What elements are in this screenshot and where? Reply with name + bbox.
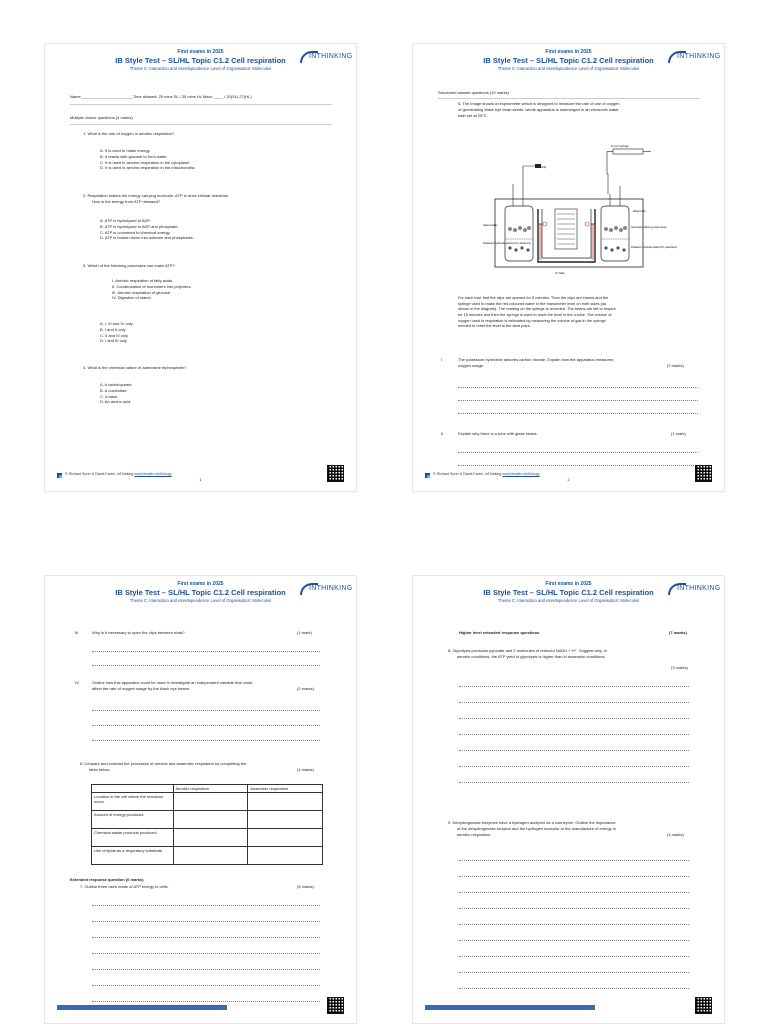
page-footer (413, 1003, 724, 1023)
qr-code (327, 997, 344, 1014)
test-title: IB Style Test – SL/HL Topic C1.2 Cell respiration (115, 588, 286, 597)
first-exams-label: First exams in 2025 (545, 581, 592, 587)
svg-text:Clip: Clip (541, 165, 547, 169)
page-number: 1 (199, 478, 202, 482)
test-title: IB Style Test – SL/HL Topic C1.2 Cell respiration (115, 56, 286, 65)
q3-statements: I. Aerobic respiration of fatty acids. II. Condensation of monomers into polymers. III. Aerobic respiration of glucose. IV. Digestion of starch. (112, 278, 192, 301)
qr-code (695, 465, 712, 482)
q9-marks: (4 marks) (667, 832, 684, 837)
page-1 (45, 44, 356, 491)
qiii-number: III. (75, 630, 80, 635)
footer-credit: © Richard Surer & David Faure, InThinking www.thinkib.net/biology (65, 472, 172, 476)
table-row: Amount of energy produced. (92, 811, 323, 829)
q3-stem: 3. Which of the following processes can make ATP? (83, 263, 175, 268)
name-line: Name _______________________Time allowed: 25 mins SL / 35 mins HL Mark: ____ / 20(SL) 27(HL) (70, 94, 252, 99)
inthinking-logo: INTHINKING (668, 50, 718, 64)
theme-subtitle: Theme C: Interaction and interdependence Level of Organisation: Molecules (129, 66, 272, 71)
q5-intro: 5. The image shows a respirometer which is designed to measure the rate of use of oxygen of germinating black eye bean seeds. whole apparatus is submerged in an electronic water bath set at 25°C. (458, 101, 620, 118)
q8-marks: (3 marks) (671, 665, 688, 670)
inthinking-logo: INTHINKING (300, 582, 350, 596)
q6-marks: (4 marks) (297, 767, 314, 772)
first-exams-label: First exams in 2025 (177, 49, 224, 55)
q4-options: A. A carbohydrate. B. A nucleotide. C. A base. D. An amino acid. (100, 382, 133, 405)
table-row: Chemical waste products produced. (92, 829, 323, 847)
qiv-number: IV. (75, 680, 80, 685)
first-exams-label: First exams in 2025 (545, 49, 592, 55)
table-header-row: Aerobic respiration Anaerobic respiration (92, 785, 323, 793)
qiii-text: Why is it necessary to open the clips between trials? (92, 630, 185, 635)
qiv-marks: (2 marks) (297, 686, 314, 691)
page-number: 2 (567, 478, 570, 482)
svg-text:Potassium hydroxide pellets (C: Potassium hydroxide pellets (CO₂ absorbent) (631, 247, 677, 249)
first-exams-label: First exams in 2025 (177, 581, 224, 587)
page-4 (413, 576, 724, 1023)
footer-link[interactable]: www.thinkib.net/biology (502, 472, 540, 476)
svg-text:Germinating black eye bean see: Germinating black eye bean seeds (631, 227, 667, 229)
theme-subtitle: Theme C: Interaction and interdependence Level of Organisation: Molecules (129, 598, 272, 603)
q7-text: 7. Outline three uses made of ATP energy in cells. (80, 884, 169, 889)
qi-marks: (2 marks) (667, 363, 684, 368)
footer-link[interactable]: www.thinkib.net/biology (134, 472, 172, 476)
page-footer (45, 1003, 356, 1023)
q2-stem: 2. Respiration makes the energy carrying molecule, ATP to drive cellular reactions. How is the energy from ATP released? (83, 193, 229, 204)
svg-text:Water bath: Water bath (633, 210, 646, 213)
q1-stem: 1. What is the role of oxygen in aerobic respiration? (83, 131, 175, 136)
footer-credit: © Richard Surer & David Faure, InThinking www.thinkib.net/biology (433, 472, 540, 476)
q4-stem: 4. What is the chemical nature of adenosine triphosphate? (83, 365, 187, 370)
page-3 (45, 576, 356, 1023)
qii-number: II. (441, 431, 445, 436)
q6-text: 6 Compare and contrast the processes of aerobic and anaerobic respiration by completing the table below: (80, 761, 247, 772)
table-row: Use of lipids as a respiratory substrate. (92, 847, 323, 865)
q7-marks: (6 marks) (297, 884, 314, 889)
table-row: Location in the cell where the reactions occur. (92, 793, 323, 811)
test-title: IB Style Test – SL/HL Topic C1.2 Cell respiration (483, 588, 654, 597)
qr-code (695, 997, 712, 1014)
q8-text: 8. Glycolysis produces pyruvate and 2 molecules of reduced NADH + H⁺. Suggest why, in aerobic conditions, the ATP yield of glycolysis is higher than in anaerobic conditions. (448, 648, 607, 659)
svg-text:U-Tube: U-Tube (555, 271, 565, 275)
qr-code (327, 465, 344, 482)
respirometer-diagram (483, 144, 677, 299)
hl-heading: Higher level extended response questions. (459, 630, 541, 635)
qiii-marks: (1 mark) (297, 630, 312, 635)
q3-options: A. I, III and IV only B. I and II only C. II and III only D. I and III only (100, 321, 133, 344)
q1-options: A. It is used to make energy. B. It reacts with glucose to form water. C. It is used in aerobic respiration in the cytoplasm. D. It is used in aerobic respiration in the mitochondria. (100, 148, 196, 171)
test-title: IB Style Test – SL/HL Topic C1.2 Cell respiration (483, 56, 654, 65)
trial-description: For each trial, first the clips are opened for 5 minutes. Then the clips are closed and the syringe used to make the red coloured water in the manometer level on both sides (as shown in the diagram). The reading on the syringe is recorded. The beans are left to respire for 15 minutes and then the syringe is used to reset the level in the u-tube. The volume of oxygen used in respiration is estimated by measuring the volume of gas in the syringe needed to reset the level to the start point. (458, 295, 616, 329)
qii-text: Explain why there is a tube with glass beads. (458, 431, 538, 436)
structured-heading: Structured answer questions (10 marks) (438, 90, 509, 95)
comparison-table (91, 784, 323, 865)
qii-marks: (1 mark) (671, 431, 686, 436)
q9-text: 9. Dehydrogenase enzymes have a hydrogen acceptor as a coenzyme. Outline the importance of the dehydrogenase enzyme and the hydrogen acceptor to the manufacture of energy in aerobic respiration. (448, 820, 616, 837)
extended-heading: Extended response question (6 marks) (70, 877, 144, 882)
page-2 (413, 44, 724, 491)
svg-text:Glass beads: Glass beads (483, 224, 498, 227)
page-footer (413, 471, 724, 491)
qi-number: I. (441, 357, 444, 362)
hl-heading-marks: (7 marks) (669, 630, 687, 635)
page-footer (45, 471, 356, 491)
svg-text:5 cm³ syringe: 5 cm³ syringe (611, 144, 630, 148)
inthinking-logo: INTHINKING (668, 582, 718, 596)
theme-subtitle: Theme C: Interaction and interdependence Level of Organisation: Molecules (497, 66, 640, 71)
q2-options: A. ATP is hydrolysed to ADP. B. ATP is hydrolysed to ADP and phosphate. C. ATP is converted to chemical energy. D. ATP is broken down into adenine and phosphates. (100, 218, 194, 241)
qi-text: The potassium hydroxide absorbs carbon dioxide. Explain how the apparatus measures oxygen usage. (458, 357, 614, 368)
svg-text:Potassium hydroxide pellets (C: Potassium hydroxide pellets (CO₂ absorbent) (483, 242, 531, 245)
theme-subtitle: Theme C: Interaction and interdependence Level of Organisation: Molecules (497, 598, 640, 603)
mcq-heading: Multiple choice questions (4 marks) (70, 115, 133, 120)
inthinking-logo: INTHINKING (300, 50, 350, 64)
qiv-text: Outline how this apparatus could be used to investigate an independent variable that could affect the rate of oxygen usage by the black eye beans. (92, 680, 253, 691)
